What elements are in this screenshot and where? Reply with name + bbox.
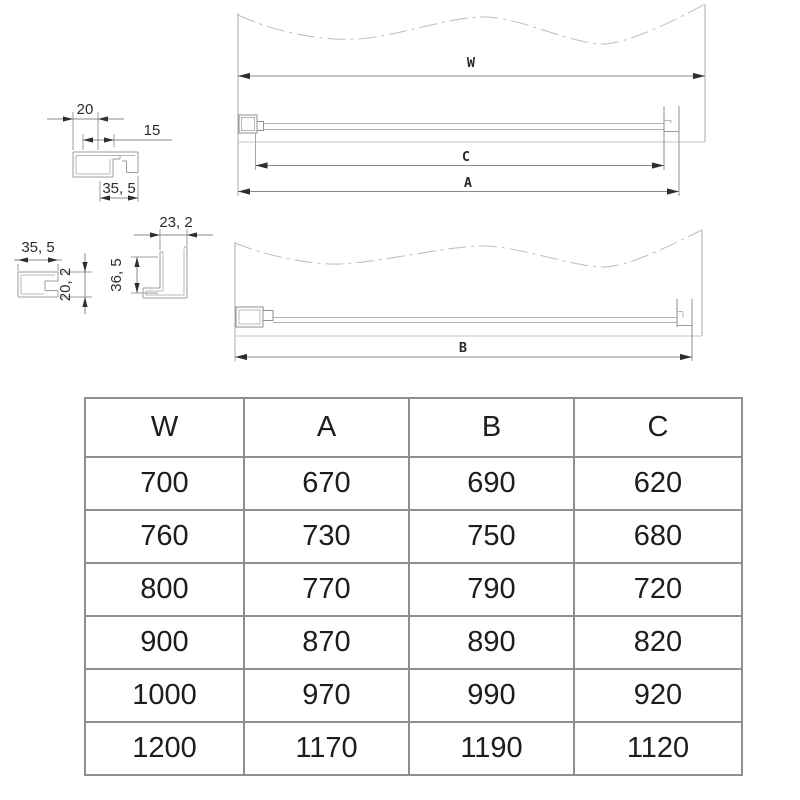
dimension-a (238, 175, 679, 195)
table-cell: 770 (244, 563, 409, 616)
dim-label-23-2: 23, 2 (159, 214, 193, 231)
wall-bracket-right-bottom (677, 299, 692, 361)
table-cell: 750 (409, 510, 574, 563)
table-header-row (85, 398, 742, 457)
wall-bracket-right-top (664, 106, 679, 196)
dimension-15 (83, 122, 172, 150)
table-cell: 870 (244, 616, 409, 669)
table-header-c: C (574, 398, 742, 457)
table-cell: 690 (409, 457, 574, 510)
table-cell: 700 (85, 457, 244, 510)
table-cell: 800 (85, 563, 244, 616)
profile-mid-left (14, 239, 92, 314)
dimension-35-5-top (100, 176, 138, 202)
table-cell: 820 (574, 616, 742, 669)
profile-mid-right (108, 214, 213, 298)
table-header-a: A (244, 398, 409, 457)
table-cell: 970 (244, 669, 409, 722)
table-cell: 670 (244, 457, 409, 510)
profile-top-left (47, 101, 172, 202)
dimension-35-5-mid (14, 239, 62, 271)
table-cell: 920 (574, 669, 742, 722)
profile-outline-mid-left (18, 272, 58, 297)
dimension-b (235, 340, 692, 360)
table-row (85, 722, 742, 775)
table-row (85, 510, 742, 563)
table-cell: 1000 (85, 669, 244, 722)
table-cell: 790 (409, 563, 574, 616)
dim-label-15: 15 (143, 122, 161, 139)
dim-label-20-2: 20, 2 (57, 267, 74, 302)
table-header-b: B (409, 398, 574, 457)
table-cell: 900 (85, 616, 244, 669)
table-cell: 680 (574, 510, 742, 563)
profile-outline-mid-right (143, 247, 187, 298)
table-cell: 990 (409, 669, 574, 722)
table-row (85, 457, 742, 510)
dimension-20-2 (57, 253, 92, 314)
table-row (85, 616, 742, 669)
dim-label-20: 20 (76, 101, 94, 118)
table-cell: 760 (85, 510, 244, 563)
dim-label-w: W (466, 55, 476, 71)
table-cell: 1120 (574, 722, 742, 775)
dimension-20 (47, 101, 124, 150)
size-table (84, 397, 743, 776)
wall-bracket-left-bottom (236, 307, 273, 327)
profile-outline-top-left (73, 152, 138, 177)
table-row (85, 563, 742, 616)
dim-label-c: C (461, 149, 471, 165)
table-cell: 720 (574, 563, 742, 616)
dim-label-b: B (458, 340, 468, 356)
wall-bracket-left-top (239, 115, 264, 133)
dimension-w (238, 55, 705, 79)
technical-drawing-canvas (0, 0, 800, 395)
dimension-23-2 (134, 214, 213, 250)
glass-break-line-top (238, 4, 705, 44)
dim-label-36-5: 36, 5 (108, 258, 125, 292)
dim-label-a: A (463, 175, 473, 191)
table-header-w: W (85, 398, 244, 457)
glass-break-line-bottom (235, 230, 702, 267)
table-cell: 730 (244, 510, 409, 563)
table-cell: 1190 (409, 722, 574, 775)
table-cell: 1200 (85, 722, 244, 775)
table-cell: 1170 (244, 722, 409, 775)
table-cell: 890 (409, 616, 574, 669)
dim-label-35-5: 35, 5 (102, 180, 136, 197)
panel-view-bottom (235, 230, 702, 361)
dim-label-35-5-mid: 35, 5 (21, 239, 55, 256)
table-row (85, 669, 742, 722)
panel-view-top (238, 4, 705, 196)
dimension-c (256, 134, 665, 170)
table-cell: 620 (574, 457, 742, 510)
